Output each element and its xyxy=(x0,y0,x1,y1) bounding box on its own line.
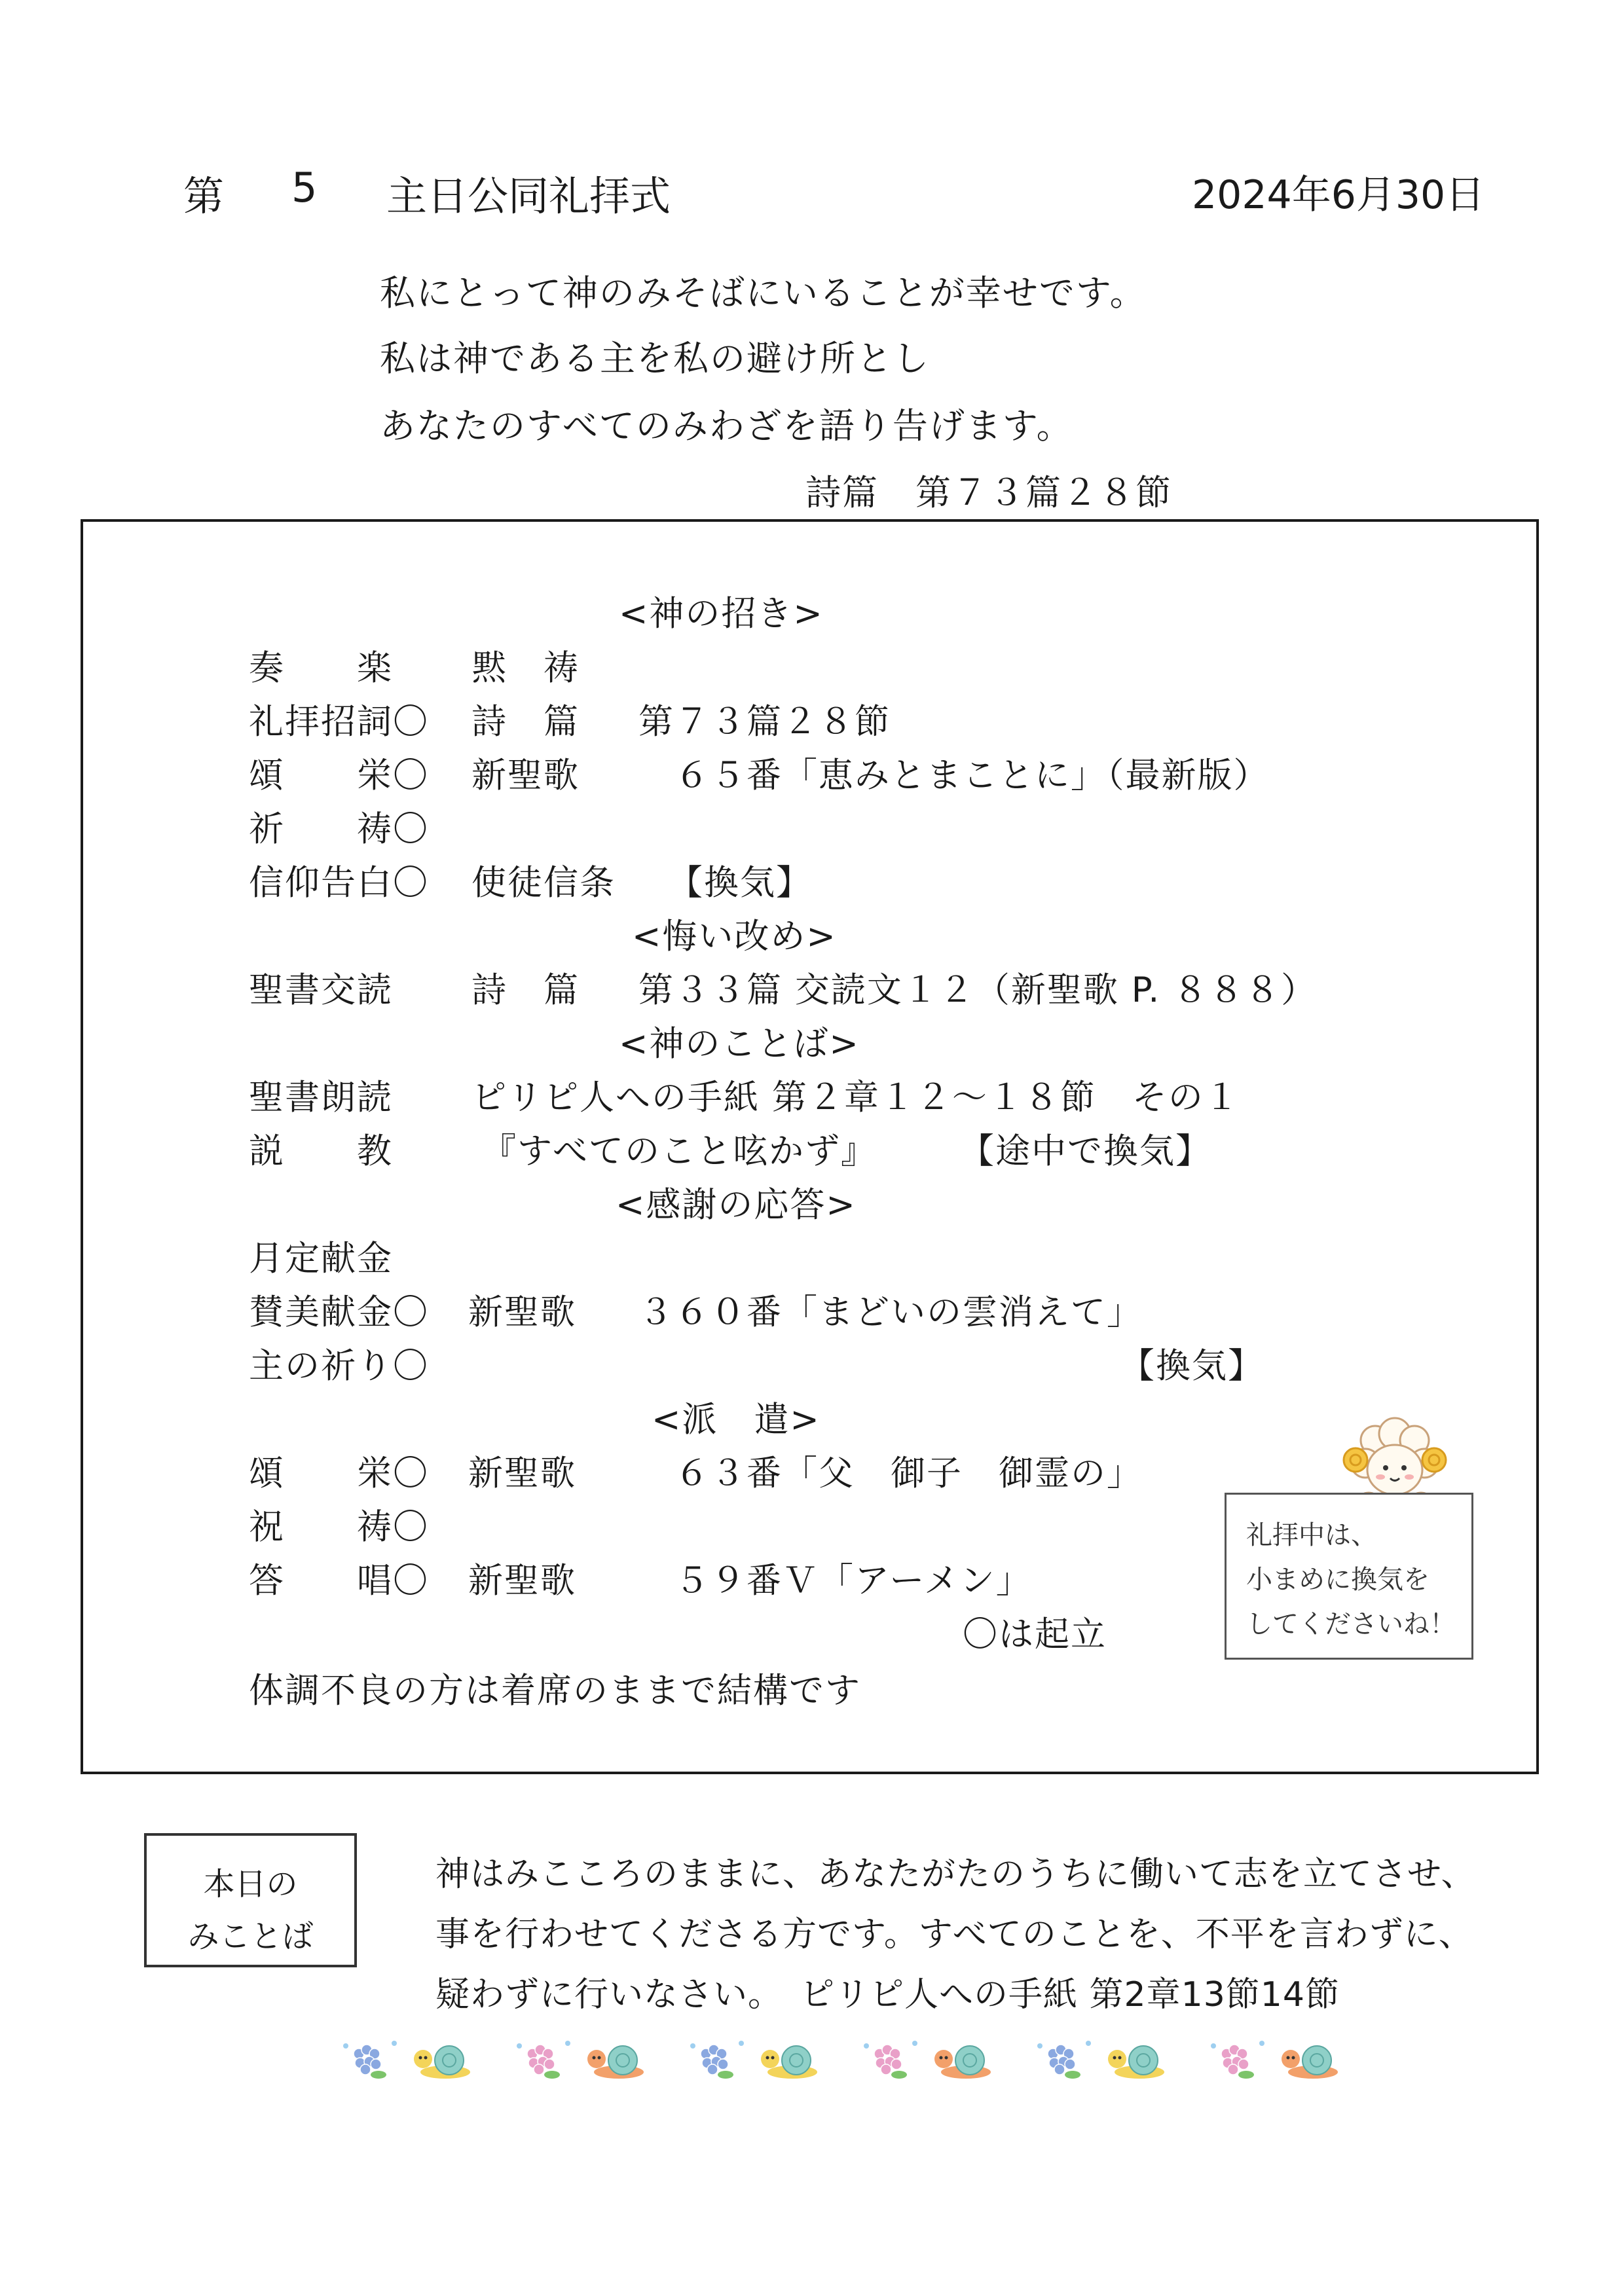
item-label-scripture: 聖書朗読 xyxy=(249,1078,393,1118)
item-content-call: 詩 篇 xyxy=(471,702,580,742)
item-content-praise2: 新聖歌 xyxy=(468,1453,576,1493)
item-detail-amen: ５９番Ｖ「アーメン」 xyxy=(674,1561,1032,1601)
snail-icon xyxy=(414,2046,470,2079)
raindrop-icon xyxy=(1037,2043,1043,2049)
snail-icon xyxy=(587,2046,644,2079)
item-content-scripture: ピリピ人への手紙 第２章１２～１８節 その１ xyxy=(471,1078,1240,1118)
item-detail-praise1: ６５番「恵みとまことに」（最新版） xyxy=(674,756,1270,795)
item-detail-lords-prayer: 【換気】 xyxy=(1120,1346,1264,1386)
item-content-amen: 新聖歌 xyxy=(468,1561,576,1601)
hydrangea-icon xyxy=(354,2045,386,2079)
raindrop-icon xyxy=(912,2041,917,2046)
service-number: 5 xyxy=(291,164,318,211)
item-content-prelude: 黙 祷 xyxy=(471,648,580,688)
raindrop-icon xyxy=(739,2041,744,2046)
item-label-amen: 答 唱〇 xyxy=(249,1561,429,1601)
item-label-prelude: 奏 楽 xyxy=(249,648,393,688)
service-ordinal-prefix: 第 xyxy=(183,172,225,220)
raindrop-icon xyxy=(690,2043,695,2049)
hydrangea-icon xyxy=(1221,2045,1254,2079)
item-detail-offering: ３６０番「まどいの雲消えて」 xyxy=(638,1292,1143,1332)
item-content-creed: 使徒信条 xyxy=(471,863,616,903)
item-label-lords-prayer: 主の祈り〇 xyxy=(249,1346,429,1386)
reminder-line: 小まめに換気を xyxy=(1246,1565,1430,1595)
verse-line: 私にとって神のみそばにいることが幸せです。 xyxy=(380,272,1147,314)
item-label-praise1: 頌 栄〇 xyxy=(249,756,429,795)
standing-note: 〇は起立 xyxy=(963,1614,1107,1654)
item-label-sermon: 説 教 xyxy=(249,1131,393,1171)
item-label-offering: 賛美献金〇 xyxy=(249,1292,429,1332)
hydrangea-icon xyxy=(701,2045,733,2079)
snail-icon xyxy=(1108,2046,1164,2079)
service-date: 2024年6月30日 xyxy=(1192,172,1485,218)
raindrop-icon xyxy=(1259,2041,1264,2046)
reminder-line: してくださいね！ xyxy=(1246,1609,1456,1639)
service-title: 主日公同礼拝式 xyxy=(386,172,671,220)
item-label-monthly: 月定献金 xyxy=(249,1239,393,1279)
raindrop-icon xyxy=(864,2043,869,2049)
item-detail-praise2: ６３番「父 御子 御霊の」 xyxy=(674,1453,1143,1493)
raindrop-icon xyxy=(343,2043,348,2049)
raindrop-icon xyxy=(1211,2043,1216,2049)
section-heading-sending: <派 遣> xyxy=(652,1400,821,1440)
item-label-praise2: 頌 栄〇 xyxy=(249,1453,429,1493)
item-detail-responsive-reading: 第３３篇 交読文１２（新聖歌 P. ８８８） xyxy=(638,970,1318,1010)
hydrangea-icon xyxy=(527,2045,560,2079)
verse-reference: 詩篇 第７３篇２８節 xyxy=(805,472,1172,513)
todays-word-line: 疑わずに行いなさい。 ピリピ人への手紙 第2章13節14節 xyxy=(435,1975,1340,2014)
item-detail-call: 第７３篇２８節 xyxy=(638,702,891,742)
item-content-praise1: 新聖歌 xyxy=(471,756,580,795)
reminder-line: 礼拝中は、 xyxy=(1246,1520,1377,1550)
raindrop-icon xyxy=(517,2043,522,2049)
section-heading-repentance: <悔い改め> xyxy=(632,917,837,957)
snail-icon xyxy=(934,2046,991,2079)
item-label-blessing: 祝 祷〇 xyxy=(249,1507,429,1547)
raindrop-icon xyxy=(1086,2041,1091,2046)
section-heading-invitation: <神の招き> xyxy=(619,594,824,634)
hydrangea-snail-border-icon xyxy=(341,2033,1382,2085)
ventilation-reminder-card xyxy=(1225,1493,1473,1660)
item-label-responsive-reading: 聖書交読 xyxy=(249,970,393,1010)
raindrop-icon xyxy=(392,2041,397,2046)
item-detail-creed: 【換気】 xyxy=(668,863,812,903)
section-heading-word: <神のことば> xyxy=(619,1024,860,1064)
item-detail-sermon: 【途中で換気】 xyxy=(959,1131,1211,1171)
snail-icon xyxy=(1282,2046,1338,2079)
verse-line: 私は神である主を私の避け所とし xyxy=(380,338,930,379)
todays-word-label-box xyxy=(144,1833,357,1967)
item-label-call: 礼拝招詞〇 xyxy=(249,702,429,742)
raindrop-icon xyxy=(565,2041,570,2046)
hydrangea-icon xyxy=(1048,2045,1080,2079)
health-note: 体調不良の方は着席のままで結構です xyxy=(249,1671,861,1711)
item-content-offering: 新聖歌 xyxy=(468,1292,576,1332)
snail-icon xyxy=(761,2046,817,2079)
todays-word-line: 事を行わせてくださる方です。すべてのことを、不平を言わずに、 xyxy=(435,1915,1473,1954)
item-label-prayer: 祈 祷〇 xyxy=(249,809,429,849)
verse-line: あなたのすべてのみわざを語り告げます。 xyxy=(380,405,1073,446)
hydrangea-icon xyxy=(874,2045,907,2079)
todays-word-label: みことば xyxy=(187,1918,314,1955)
todays-word-label: 本日の xyxy=(203,1866,298,1903)
todays-word-line: 神はみこころのままに、あなたがたのうちに働いて志を立てさせ、 xyxy=(435,1855,1476,1894)
item-content-responsive-reading: 詩 篇 xyxy=(471,970,580,1010)
item-content-sermon: 『すべてのこと呟かず』 xyxy=(481,1131,877,1171)
section-heading-response: <感謝の応答> xyxy=(616,1185,857,1225)
item-label-creed: 信仰告白〇 xyxy=(249,863,429,903)
